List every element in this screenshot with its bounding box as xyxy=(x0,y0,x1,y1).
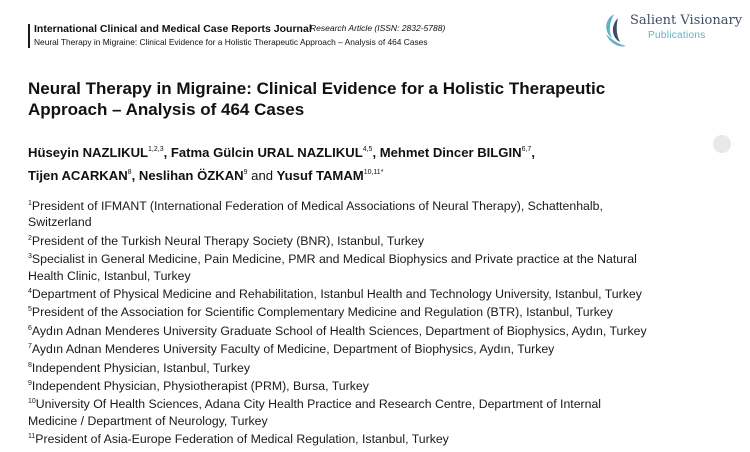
author-affiliation-marker: 4,5 xyxy=(362,146,373,153)
publisher-sub: Publications xyxy=(648,30,706,41)
affiliation-item xyxy=(28,321,738,339)
affiliation-text: President of the Turkish Neural Therapy Society (BNR), Istanbul, Turkey xyxy=(31,233,424,248)
journal-name: International Clinical and Medical Case Reports Journal xyxy=(34,23,312,35)
affiliation-item xyxy=(28,339,738,357)
affiliation-item xyxy=(28,284,738,302)
affiliation-continuation: Health Clinic, Istanbul, Turkey xyxy=(28,268,191,283)
affiliation-text: President of IFMANT (International Federation of Medical Associations of Neural Therapy), Schattenhalb, xyxy=(31,199,603,213)
affiliation-number: 4 xyxy=(28,288,32,296)
author-affiliation-marker: 8 xyxy=(127,169,132,176)
author-affiliation-marker: 9 xyxy=(243,169,248,176)
affiliation-continuation: Medicine / Department of Neurology, Turkey xyxy=(28,413,268,428)
running-title: Neural Therapy in Migraine: Clinical Evidence for a Holistic Therapeutic Approach – Analysis of 464 Cases xyxy=(34,37,428,47)
author-name: Yusuf TAMAM xyxy=(276,168,364,183)
affiliation-number: 2 xyxy=(28,234,32,242)
affiliation-text: Aydın Adnan Menderes University Graduate School of Health Sciences, Department of Biophysics, Aydın, Turkey xyxy=(31,323,647,338)
article-info: Research Article (ISSN: 2832-5788) xyxy=(310,23,446,33)
author-affiliation-marker: 1,2,3 xyxy=(148,146,164,153)
affiliation-continuation: Switzerland xyxy=(28,215,92,230)
affiliation-text: President of Asia-Europe Federation of Medical Regulation, Istanbul, Turkey xyxy=(35,432,449,447)
scroll-indicator[interactable] xyxy=(713,135,731,153)
header-bar xyxy=(28,24,30,48)
affiliation-item xyxy=(28,394,738,412)
affiliation-item xyxy=(28,358,738,376)
author-name: Mehmet Dincer BILGIN xyxy=(379,145,522,160)
affiliation-item xyxy=(28,429,738,447)
author-list: Hüseyin NAZLIKUL$^{1,2,3}$, Fatma Gülcin URAL NAZLIKUL$^{4,5}$, Mehmet Dincer BILGIN$^{6,7}$, Tijen ACARKAN$^8$, Neslihan ÖZKAN$^9$ and Yusuf $TAMAM^{10,11*}$ xyxy=(28,145,535,183)
author-affiliation-marker: 10,11* xyxy=(363,169,384,176)
title-line-2: Approach – Analysis of 464 Cases xyxy=(28,100,305,119)
affiliation-item xyxy=(28,231,738,249)
author-name: Fatma Gülcin URAL NAZLIKUL xyxy=(170,145,363,160)
affiliation-text: Aydın Adnan Menderes University Faculty of Medicine, Department of Biophysics, Aydın, Turkey xyxy=(31,342,555,357)
paper-title xyxy=(28,78,728,120)
author-name: Neslihan ÖZKAN xyxy=(138,168,244,183)
affiliation-number: 3 xyxy=(28,253,32,261)
affiliation-number: 10 xyxy=(28,398,36,406)
affiliation-text: Independent Physician, Physiotherapist (PRM), Bursa, Turkey xyxy=(31,379,369,394)
affiliation-text: Independent Physician, Istanbul, Turkey xyxy=(31,360,250,375)
affiliation-number: 5 xyxy=(28,306,32,314)
affiliation-number: 7 xyxy=(28,343,32,351)
title-line-1: Neural Therapy in Migraine: Clinical Evidence for a Holistic Therapeutic xyxy=(28,79,606,98)
affiliation-item xyxy=(28,302,738,320)
affiliation-number: 11 xyxy=(28,433,36,441)
affiliation-number: 1 xyxy=(28,200,32,207)
affiliation-text: University Of Health Sciences, Adana City Health Practice and Research Centre, Department of Internal xyxy=(35,397,602,412)
affiliation-text: Department of Physical Medicine and Rehabilitation, Istanbul Health and Technology University, Istanbul, Turkey xyxy=(31,287,642,302)
affiliation-number: 8 xyxy=(28,361,32,369)
affiliation-item xyxy=(28,249,738,267)
leaf-swoosh-icon xyxy=(600,12,628,50)
affiliation-item xyxy=(28,196,738,214)
publisher-name: Salient Visionary xyxy=(630,13,743,28)
publisher-logo xyxy=(600,12,743,52)
affiliation-number: 9 xyxy=(28,380,32,388)
author-name: Tijen ACARKAN xyxy=(28,168,128,183)
author-name: Hüseyin NAZLIKUL xyxy=(28,145,149,160)
affiliation-number: 6 xyxy=(28,324,32,332)
affiliation-text: Specialist in General Medicine, Pain Medicine, PMR and Medical Biophysics and Private practice at the Natural xyxy=(31,252,637,267)
and-word: and xyxy=(251,168,277,183)
affiliation-list xyxy=(28,196,738,448)
affiliation-text: President of the Association for Scientific Complementary Medicine and Regulation (BTR), Istanbul, Turkey xyxy=(31,305,613,320)
affiliation-item xyxy=(28,376,738,394)
author-affiliation-marker: 6,7 xyxy=(521,146,532,153)
